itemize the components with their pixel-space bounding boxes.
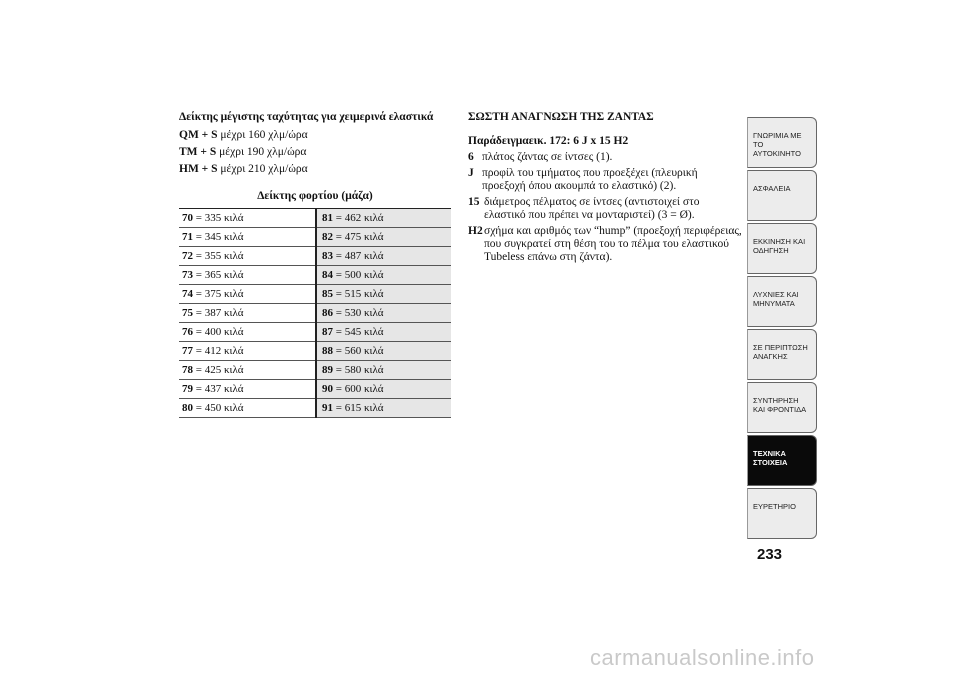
load-mass: = 335 κιλά: [193, 212, 244, 224]
def-key: H2: [468, 225, 483, 237]
load-mass: = 580 κιλά: [333, 364, 384, 376]
load-mass: = 515 κιλά: [333, 288, 384, 300]
load-index: 77: [182, 345, 193, 357]
load-cell-right: [316, 361, 451, 380]
load-cell-left: [179, 342, 316, 361]
load-mass: = 615 κιλά: [333, 402, 384, 414]
load-index: 81: [322, 212, 333, 224]
def-text: προφίλ του τμήματος που προεξέχει (πλευρική προεξοχή όπου ακουμπά το ελαστικό) (2).: [482, 167, 698, 192]
load-cell-right: [316, 380, 451, 399]
right-column: [468, 111, 743, 267]
speed-text: μέχρι 190 χλμ/ώρα: [219, 146, 307, 158]
load-mass: = 450 κιλά: [193, 402, 244, 414]
load-cell-left: [179, 304, 316, 323]
load-cell-left: [179, 266, 316, 285]
speed-code: QM + S: [179, 129, 218, 141]
tab-emergency[interactable]: ΣΕ ΠΕΡΙΠΤΩΣΗ ΑΝΑΓΚΗΣ: [747, 329, 817, 380]
load-index: 76: [182, 326, 193, 338]
load-mass: = 425 κιλά: [193, 364, 244, 376]
tab-getting-to-know[interactable]: ΓΝΩΡΙΜΙΑ ΜΕ ΤΟ ΑΥΤΟΚΙΝΗΤΟ: [747, 117, 817, 168]
rim-example: Παράδειγμαεικ. 172: 6 J x 15 H2: [468, 135, 629, 147]
load-cell-right: [316, 228, 451, 247]
load-index: 73: [182, 269, 193, 281]
load-index: 83: [322, 250, 333, 262]
speed-item: [179, 163, 451, 175]
load-mass: = 475 κιλά: [333, 231, 384, 243]
table-row: [179, 285, 451, 304]
load-cell-left: [179, 247, 316, 266]
load-mass: = 545 κιλά: [333, 326, 384, 338]
load-cell-left: [179, 209, 316, 228]
table-row: [179, 247, 451, 266]
speed-text: μέχρι 210 χλμ/ώρα: [220, 163, 308, 175]
load-cell-right: [316, 323, 451, 342]
tab-index[interactable]: ΕΥΡΕΤΗΡΙΟ: [747, 488, 817, 539]
load-cell-left: [179, 361, 316, 380]
load-index: 91: [322, 402, 333, 414]
tab-starting-driving[interactable]: ΕΚΚΙΝΗΣΗ ΚΑΙ ΟΔΗΓΗΣΗ: [747, 223, 817, 274]
load-cell-right: [316, 285, 451, 304]
load-index: 86: [322, 307, 333, 319]
load-index: 84: [322, 269, 333, 281]
load-mass: = 462 κιλά: [333, 212, 384, 224]
load-cell-right: [316, 209, 451, 228]
load-index: 79: [182, 383, 193, 395]
tab-warning-lights[interactable]: ΛΥΧΝΙΕΣ ΚΑΙ ΜΗΝΥΜΑΤΑ: [747, 276, 817, 327]
def-key: J: [468, 167, 474, 179]
page-number: 233: [757, 546, 783, 563]
load-index: 72: [182, 250, 193, 262]
table-row: [179, 380, 451, 399]
speed-item: [179, 146, 451, 158]
load-cell-left: [179, 323, 316, 342]
load-index-table: [179, 208, 451, 418]
load-cell-right: [316, 304, 451, 323]
load-mass: = 530 κιλά: [333, 307, 384, 319]
speed-text: μέχρι 160 χλμ/ώρα: [220, 129, 308, 141]
load-index: 70: [182, 212, 193, 224]
table-row: [179, 342, 451, 361]
def-text: πλάτος ζάντας σε ίντσες (1).: [482, 151, 613, 163]
def-key: 6: [468, 151, 474, 163]
load-mass: = 487 κιλά: [333, 250, 384, 262]
load-mass: = 345 κιλά: [193, 231, 244, 243]
load-cell-right: [316, 266, 451, 285]
table-row: [179, 399, 451, 418]
load-mass: = 600 κιλά: [333, 383, 384, 395]
table-row: [179, 266, 451, 285]
load-mass: = 560 κιλά: [333, 345, 384, 357]
rim-definition: [468, 225, 743, 264]
load-index: 90: [322, 383, 333, 395]
speed-index-title: Δείκτης μέγιστης ταχύτητας για χειμερινά ελαστικά: [179, 111, 434, 123]
speed-code: TM + S: [179, 146, 217, 158]
load-mass: = 387 κιλά: [193, 307, 244, 319]
load-index: 82: [322, 231, 333, 243]
rim-reading-title: ΣΩΣΤΗ ΑΝΑΓΝΩΣΗ ΤΗΣ ΖΑΝΤΑΣ: [468, 111, 654, 123]
rim-definition: [468, 167, 743, 193]
load-index: 78: [182, 364, 193, 376]
load-mass: = 437 κιλά: [193, 383, 244, 395]
tab-safety[interactable]: ΑΣΦΑΛΕΙΑ: [747, 170, 817, 221]
load-cell-left: [179, 399, 316, 418]
load-mass: = 365 κιλά: [193, 269, 244, 281]
left-column: [179, 111, 451, 418]
load-index: 80: [182, 402, 193, 414]
table-row: [179, 323, 451, 342]
load-cell-right: [316, 342, 451, 361]
load-index: 74: [182, 288, 193, 300]
table-row: [179, 209, 451, 228]
load-index: 85: [322, 288, 333, 300]
load-cell-left: [179, 228, 316, 247]
rim-definition: [468, 151, 743, 164]
table-row: [179, 304, 451, 323]
load-cell-left: [179, 380, 316, 399]
load-index: 71: [182, 231, 193, 243]
def-text: σχήμα και αριθμός των “hump” (προεξοχή περιφέρειας, που συγκρατεί στη θέση του το πέλμα του ελαστικού Tubeless επάνω στη ζάντα).: [484, 225, 742, 263]
rim-definition: [468, 196, 743, 222]
table-row: [179, 361, 451, 380]
tab-technical-data[interactable]: ΤΕΧΝΙΚΑ ΣΤΟΙΧΕΙΑ: [747, 435, 817, 486]
def-text: διάμετρος πέλματος σε ίντσες (αντιστοιχεί στο ελαστικό που πρέπει να μονταριστεί) (3 = Ø).: [484, 196, 700, 221]
table-row: [179, 228, 451, 247]
load-index: 75: [182, 307, 193, 319]
load-index: 88: [322, 345, 333, 357]
load-index: 89: [322, 364, 333, 376]
load-cell-right: [316, 399, 451, 418]
load-mass: = 375 κιλά: [193, 288, 244, 300]
load-mass: = 355 κιλά: [193, 250, 244, 262]
load-index: 87: [322, 326, 333, 338]
load-mass: = 412 κιλά: [193, 345, 244, 357]
watermark: carmanualsonline.info: [590, 645, 815, 670]
speed-code: HM + S: [179, 163, 218, 175]
load-index-title: Δείκτης φορτίου (μάζα): [257, 190, 373, 202]
load-cell-left: [179, 285, 316, 304]
tab-maintenance[interactable]: ΣΥΝΤΗΡΗΣΗ ΚΑΙ ΦΡΟΝΤΙΔΑ: [747, 382, 817, 433]
chapter-tabs: [747, 117, 817, 541]
load-mass: = 500 κιλά: [333, 269, 384, 281]
load-mass: = 400 κιλά: [193, 326, 244, 338]
load-cell-right: [316, 247, 451, 266]
def-key: 15: [468, 196, 480, 208]
speed-item: [179, 129, 451, 141]
